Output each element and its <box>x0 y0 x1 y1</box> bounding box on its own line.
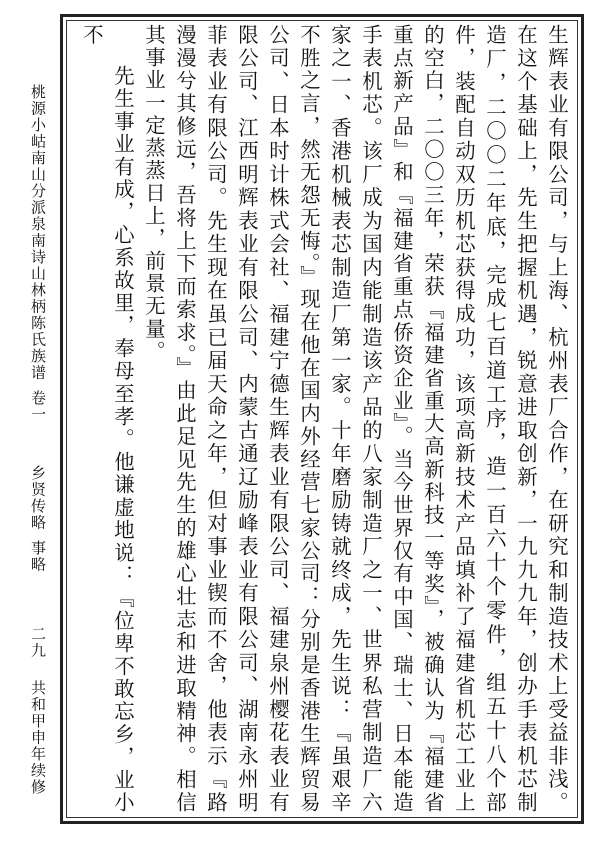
edition-label: 共和甲申年续修 <box>29 680 47 796</box>
body-paragraph-1: 生辉表业有限公司，与上海、杭州表厂合作，在研究和制造技术上受益非浅。在这个基础上，先生把握机遇，锐意进取创新，一九九九年，创办手表机芯制造厂，二〇〇二年底，完成七百道工序，造一百六十个零件，组五十八个部件，装配自动双历机芯获得成功，该项高新技术产品填补了福建省机芯工业上的空白，二〇〇三年，荣获『福建省重大高新科技一等奖』，被确认为『福建省重点新产品』和『福建省重点侨资企业』。当今世界仅有中国、瑞士、日本能造手表机芯。该厂成为国内能制造该产品的八家制造厂之一、世界私营制造厂六家之一、香港机械表芯制造厂第一家。十年磨励铸就终成，先生说：『虽艰辛不胜之言，然无怨无悔。』现在他在国内外经营七家公司：分别是香港生辉贸易公司、日本时计株式会社、福建宁德生辉表业有限公司、福建泉州樱花表业有限公司、江西明辉表业有限公司、内蒙古通辽励峰表业有限公司、湖南永州明菲表业有限公司。先生现在虽已届天命之年，但对事业锲而不舍，他表示『路漫漫兮其修远，吾将上下而索求。』由此足见先生的雄心壮志和进取精神。相信其事业一定蒸蒸日上，前景无量。 <box>142 24 569 814</box>
page-margin-header <box>6 70 48 830</box>
subsection-label: 事略 <box>29 540 47 573</box>
book-title: 桃源小岵南山分派泉南诗山林柄陈氏族谱 <box>29 84 47 381</box>
volume-label: 卷一 <box>29 390 47 423</box>
body-paragraph-2: 先生事业有成，心系故里，奉母至孝。他谦虚地说：『位卑不敢忘乡，业小不 <box>80 24 135 814</box>
main-text-block <box>74 24 572 814</box>
section-label: 乡贤传略 <box>29 465 47 531</box>
page-number: 二九 <box>29 626 47 659</box>
